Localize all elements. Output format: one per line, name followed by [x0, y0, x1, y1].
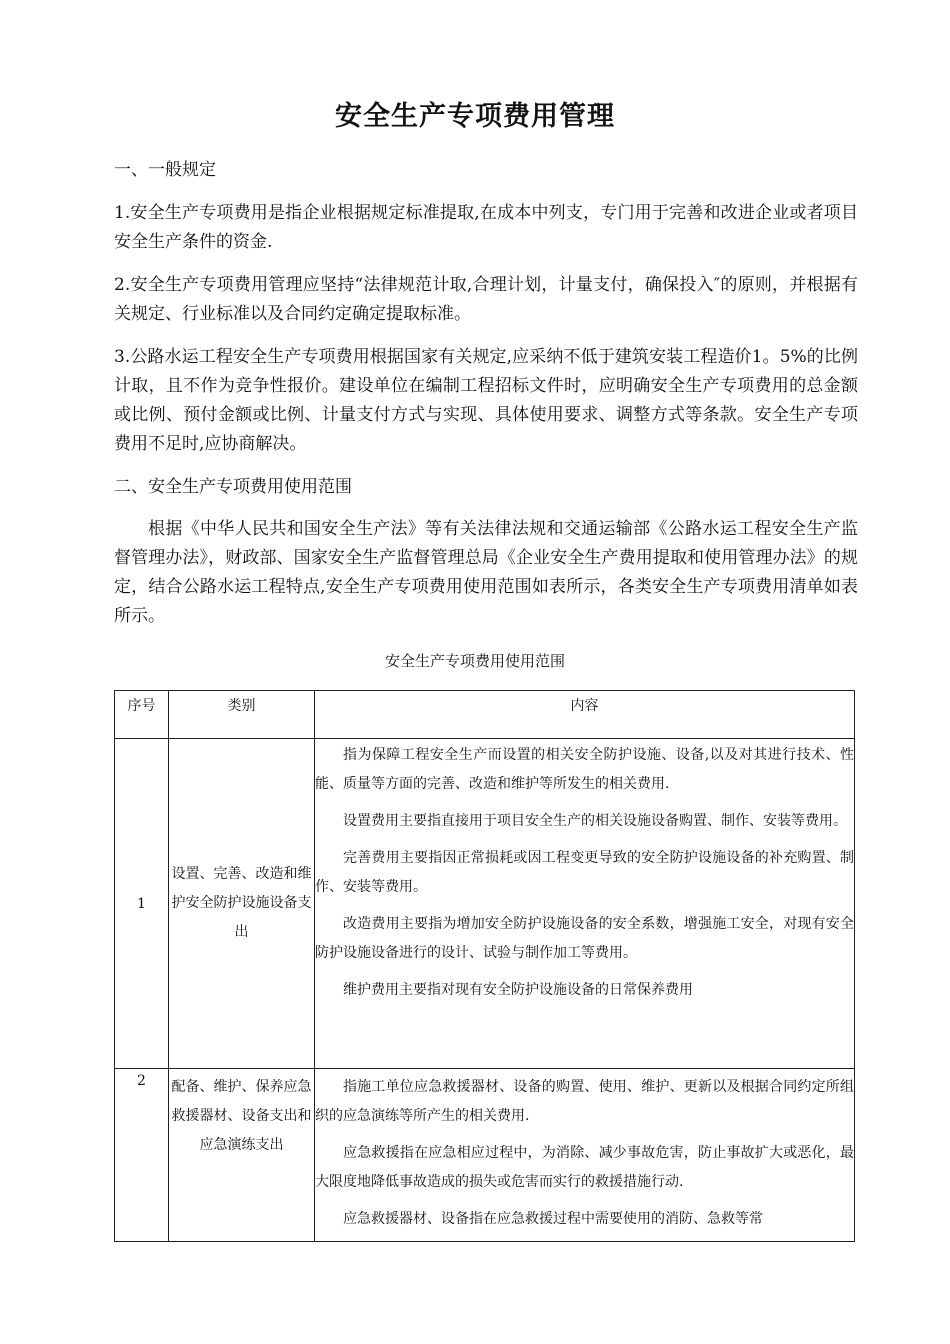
row-content — [315, 739, 855, 1069]
section2-paragraph-1: 根据《中华人民共和国安全生产法》等有关法律法规和交通运输部《公路水运工程安全生产监督管理办法》，财政部、国家安全生产监督管理总局《企业安全生产费用提取和使用管理办法》的规定，结合公路水运工程特点,安全生产专项费用使用范围如表所示，各类安全生产专项费用清单如表所示。 — [114, 519, 858, 626]
row-index: 2 — [115, 1069, 169, 1242]
row-content — [315, 1069, 855, 1242]
table-caption: 安全生产专项费用使用范围 — [384, 652, 565, 670]
row-index: 1 — [115, 739, 169, 1069]
section1-paragraph-2: 2.安全生产专项费用管理应坚持“法律规范计取,合理计划，计量支付，确保投入″的原则，并根据有关规定、行业标准以及合同约定确定提取标准。 — [114, 275, 858, 324]
table-row — [115, 739, 855, 1069]
section1-paragraph-3: 3.公路水运工程安全生产专项费用根据国家有关规定,应采纳不低于建筑安装工程造价1。5%的比例计取，且不作为竞争性报价。建设单位在编制工程招标文件时，应明确安全生产专项费用的总金额或比例、预付金额或比例、计量支付方式与实现、具体使用要求、调整方式等条款。安全生产专项费用不足时,应协商解决。 — [114, 347, 858, 454]
content-paragraph: 应急救援器材、设备指在应急救援过程中需要使用的消防、急救等常 — [343, 1211, 763, 1227]
row-category: 设置、完善、改造和维护安全防护设施设备支出 — [169, 739, 315, 1069]
content-paragraph: 改造费用主要指为增加安全防护设施设备的安全系数，增强施工安全，对现有安全防护设施设备进行的设计、试验与制作加工等费用。 — [315, 916, 854, 961]
content-paragraph: 设置费用主要指直接用于项目安全生产的相关设施设备购置、制作、安装等费用。 — [343, 813, 847, 829]
header-content: 内容 — [315, 691, 855, 739]
row-category: 配备、维护、保养应急救援器材、设备支出和应急演练支出 — [169, 1069, 315, 1242]
section1-heading: 一、一般规定 — [114, 160, 216, 180]
content-paragraph: 完善费用主要指因正常损耗或因工程变更导致的安全防护设施设备的补充购置、制作、安装等费用。 — [315, 850, 854, 895]
header-category: 类别 — [169, 691, 315, 739]
content-paragraph: 维护费用主要指对现有安全防护设施设备的日常保养费用 — [343, 982, 693, 998]
content-paragraph: 指施工单位应急救援器材、设备的购置、使用、维护、更新以及根据合同约定所组织的应急演练等所产生的相关费用. — [315, 1079, 854, 1124]
content-paragraph: 指为保障工程安全生产而设置的相关安全防护设施、设备,以及对其进行技术、性能、质量等方面的完善、改造和维护等所发生的相关费用. — [315, 747, 854, 792]
table-row — [115, 1069, 855, 1242]
table-header-row — [115, 691, 855, 739]
usage-scope-table — [114, 690, 855, 1242]
section1-paragraph-1: 1.安全生产专项费用是指企业根据规定标准提取,在成本中列支，专门用于完善和改进企业或者项目安全生产条件的资金. — [114, 203, 858, 252]
header-index: 序号 — [115, 691, 169, 739]
section2-heading: 二、安全生产专项费用使用范围 — [114, 477, 352, 497]
document-title: 安全生产专项费用管理 — [335, 101, 615, 132]
content-paragraph: 应急救援指在应急相应过程中，为消除、减少事故危害，防止事故扩大或恶化，最大限度地降低事故造成的损失或危害而实行的救援措施行动. — [315, 1145, 854, 1190]
